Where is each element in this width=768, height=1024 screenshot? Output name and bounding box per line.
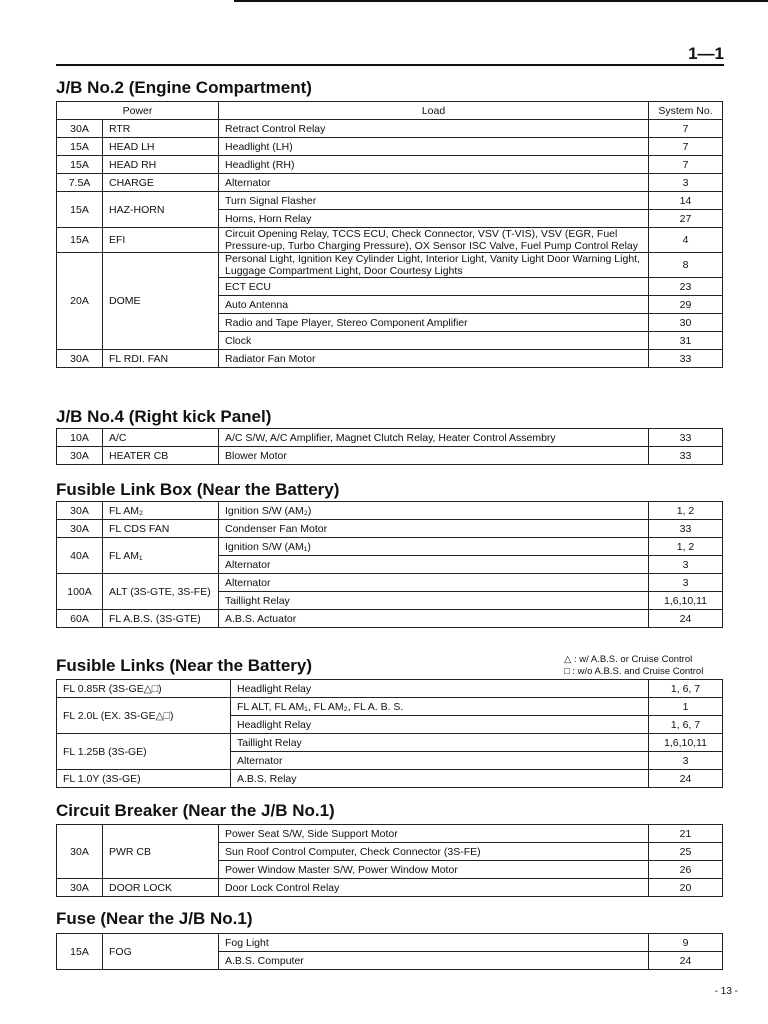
legend: [564, 654, 703, 678]
load-cell: Retract Control Relay: [219, 120, 649, 138]
load-cell: Door Lock Control Relay: [219, 879, 649, 897]
system-number: 20: [649, 879, 723, 897]
load-cell: Sun Roof Control Computer, Check Connector (3S-FE): [219, 843, 649, 861]
amperage: 15A: [57, 934, 103, 970]
system-number: 7: [649, 138, 723, 156]
section-title-fuse: Fuse (Near the J/B No.1): [56, 909, 253, 928]
circuit-name: HEATER CB: [103, 447, 219, 465]
load-cell: ECT ECU: [219, 278, 649, 296]
system-number: 33: [649, 520, 723, 538]
table-jb2: [56, 101, 723, 368]
load-cell: Power Seat S/W, Side Support Motor: [219, 825, 649, 843]
load-cell: Headlight Relay: [231, 680, 649, 698]
system-number: 1: [649, 698, 723, 716]
system-number: 1, 6, 7: [649, 716, 723, 734]
table-row: [57, 502, 723, 520]
table-row: [57, 734, 723, 752]
load-cell: Ignition S/W (AM₁): [219, 538, 649, 556]
load-cell: Headlight Relay: [231, 716, 649, 734]
load-cell: Blower Motor: [219, 447, 649, 465]
system-number: 30: [649, 314, 723, 332]
section-title-fusible-link-box: Fusible Link Box (Near the Battery): [56, 480, 340, 499]
circuit-name: DOOR LOCK: [103, 879, 219, 897]
system-number: 26: [649, 861, 723, 879]
system-number: 31: [649, 332, 723, 350]
load-cell: Turn Signal Flasher: [219, 192, 649, 210]
amperage: 40A: [57, 538, 103, 574]
amperage: 15A: [57, 192, 103, 228]
circuit-name: FL 2.0L (EX. 3S-GE△□): [57, 698, 231, 734]
system-number: 3: [649, 752, 723, 770]
circuit-name: A/C: [103, 429, 219, 447]
load-cell: Alternator: [231, 752, 649, 770]
legend-line-square: □ : w/o A.B.S. and Cruise Control: [564, 666, 704, 677]
circuit-name: FL CDS FAN: [103, 520, 219, 538]
circuit-name: DOME: [103, 253, 219, 350]
section-title-circuit-breaker: Circuit Breaker (Near the J/B No.1): [56, 801, 335, 820]
amperage: 30A: [57, 120, 103, 138]
system-number: 29: [649, 296, 723, 314]
system-number: 14: [649, 192, 723, 210]
circuit-name: FL 0.85R (3S-GE△□): [57, 680, 231, 698]
table-jb4: [56, 428, 723, 465]
load-cell: Alternator: [219, 556, 649, 574]
table-fusible-link-box: [56, 501, 723, 628]
load-cell: A.B.S. Relay: [231, 770, 649, 788]
table-row: [57, 770, 723, 788]
system-number: 33: [649, 447, 723, 465]
system-number: 23: [649, 278, 723, 296]
system-number: 3: [649, 556, 723, 574]
system-number: 9: [649, 934, 723, 952]
amperage: 10A: [57, 429, 103, 447]
amperage: 15A: [57, 228, 103, 253]
system-number: 24: [649, 952, 723, 970]
amperage: 7.5A: [57, 174, 103, 192]
amperage: 60A: [57, 610, 103, 628]
table-row: [57, 538, 723, 556]
circuit-name: FL 1.0Y (3S-GE): [57, 770, 231, 788]
amperage: 15A: [57, 156, 103, 174]
table-row: [57, 447, 723, 465]
table-row: [57, 174, 723, 192]
circuit-name: EFI: [103, 228, 219, 253]
amperage: 30A: [57, 350, 103, 368]
circuit-name: HEAD LH: [103, 138, 219, 156]
table-row: [57, 520, 723, 538]
table-row: [57, 192, 723, 210]
table-fusible-links: [56, 679, 723, 788]
table-row: [57, 610, 723, 628]
amperage: 20A: [57, 253, 103, 350]
system-number: 7: [649, 156, 723, 174]
table-row: [57, 934, 723, 952]
circuit-name: HEAD RH: [103, 156, 219, 174]
header-row: [57, 102, 723, 120]
system-number: 27: [649, 210, 723, 228]
load-cell: Radiator Fan Motor: [219, 350, 649, 368]
table-row: [57, 156, 723, 174]
table-row: [57, 228, 723, 253]
page-number: 1—1: [688, 44, 724, 63]
circuit-name: FOG: [103, 934, 219, 970]
system-number: 24: [649, 770, 723, 788]
load-header: Load: [219, 102, 649, 120]
system-number: 4: [649, 228, 723, 253]
table-fuse: [56, 933, 723, 970]
table-row: [57, 879, 723, 897]
load-cell: Alternator: [219, 574, 649, 592]
load-cell: Taillight Relay: [231, 734, 649, 752]
system-number: 3: [649, 574, 723, 592]
load-cell: Circuit Opening Relay, TCCS ECU, Check Connector, VSV (T-VIS), VSV (EGR, Fuel Pressure-up, Turbo Charging Pressure), OX Sensor ISC Valve, Fuel Pump Control Relay: [219, 228, 649, 253]
amperage: 30A: [57, 520, 103, 538]
load-cell: A.B.S. Actuator: [219, 610, 649, 628]
system-number: 8: [649, 253, 723, 278]
legend-line-triangle: △ : w/ A.B.S. or Cruise Control: [564, 654, 693, 665]
circuit-name: FL A.B.S. (3S-GTE): [103, 610, 219, 628]
table-row: [57, 680, 723, 698]
system-number: 7: [649, 120, 723, 138]
system-number: 25: [649, 843, 723, 861]
power-header: Power: [57, 102, 219, 120]
load-cell: Ignition S/W (AM₂): [219, 502, 649, 520]
load-cell: Clock: [219, 332, 649, 350]
amperage: 100A: [57, 574, 103, 610]
section-title-jb2: J/B No.2 (Engine Compartment): [56, 78, 312, 97]
system-number: 33: [649, 429, 723, 447]
load-cell: A.B.S. Computer: [219, 952, 649, 970]
table-row: [57, 698, 723, 716]
system-number: 33: [649, 350, 723, 368]
system-number: 3: [649, 174, 723, 192]
system-number: 1, 2: [649, 538, 723, 556]
load-cell: Radio and Tape Player, Stereo Component Amplifier: [219, 314, 649, 332]
system-number: 1, 2: [649, 502, 723, 520]
load-cell: Taillight Relay: [219, 592, 649, 610]
load-cell: FL ALT, FL AM₁, FL AM₂, FL A. B. S.: [231, 698, 649, 716]
table-row: [57, 350, 723, 368]
load-cell: A/C S/W, A/C Amplifier, Magnet Clutch Relay, Heater Control Assembry: [219, 429, 649, 447]
load-cell: Auto Antenna: [219, 296, 649, 314]
load-cell: Alternator: [219, 174, 649, 192]
table-row: [57, 138, 723, 156]
table-circuit-breaker: [56, 824, 723, 897]
amperage: 30A: [57, 879, 103, 897]
header-rule: [56, 64, 724, 66]
page-footer: - 13 -: [714, 986, 738, 997]
amperage: 30A: [57, 825, 103, 879]
circuit-name: FL AM₂: [103, 502, 219, 520]
circuit-name: PWR CB: [103, 825, 219, 879]
system-header: System No.: [649, 102, 723, 120]
circuit-name: HAZ-HORN: [103, 192, 219, 228]
load-cell: Headlight (RH): [219, 156, 649, 174]
system-number: 1,6,10,11: [649, 734, 723, 752]
system-number: 24: [649, 610, 723, 628]
load-cell: Horns, Horn Relay: [219, 210, 649, 228]
circuit-name: RTR: [103, 120, 219, 138]
circuit-name: FL 1.25B (3S-GE): [57, 734, 231, 770]
table-row: [57, 429, 723, 447]
amperage: 30A: [57, 502, 103, 520]
load-cell: Power Window Master S/W, Power Window Motor: [219, 861, 649, 879]
system-number: 1,6,10,11: [649, 592, 723, 610]
load-cell: Personal Light, Ignition Key Cylinder Light, Interior Light, Vanity Light Door Warning Light, Luggage Compartment Light, Door Courtesy Lights: [219, 253, 649, 278]
load-cell: Condenser Fan Motor: [219, 520, 649, 538]
table-row: [57, 253, 723, 278]
section-title-jb4: J/B No.4 (Right kick Panel): [56, 407, 272, 426]
table-row: [57, 120, 723, 138]
system-number: 1, 6, 7: [649, 680, 723, 698]
table-row: [57, 574, 723, 592]
system-number: 21: [649, 825, 723, 843]
table-row: [57, 825, 723, 843]
load-cell: Headlight (LH): [219, 138, 649, 156]
circuit-name: ALT (3S-GTE, 3S-FE): [103, 574, 219, 610]
circuit-name: FL AM₁: [103, 538, 219, 574]
load-cell: Fog Light: [219, 934, 649, 952]
circuit-name: CHARGE: [103, 174, 219, 192]
amperage: 15A: [57, 138, 103, 156]
amperage: 30A: [57, 447, 103, 465]
top-rule: [234, 0, 768, 2]
circuit-name: FL RDI. FAN: [103, 350, 219, 368]
section-title-fusible-links: Fusible Links (Near the Battery): [56, 656, 313, 675]
